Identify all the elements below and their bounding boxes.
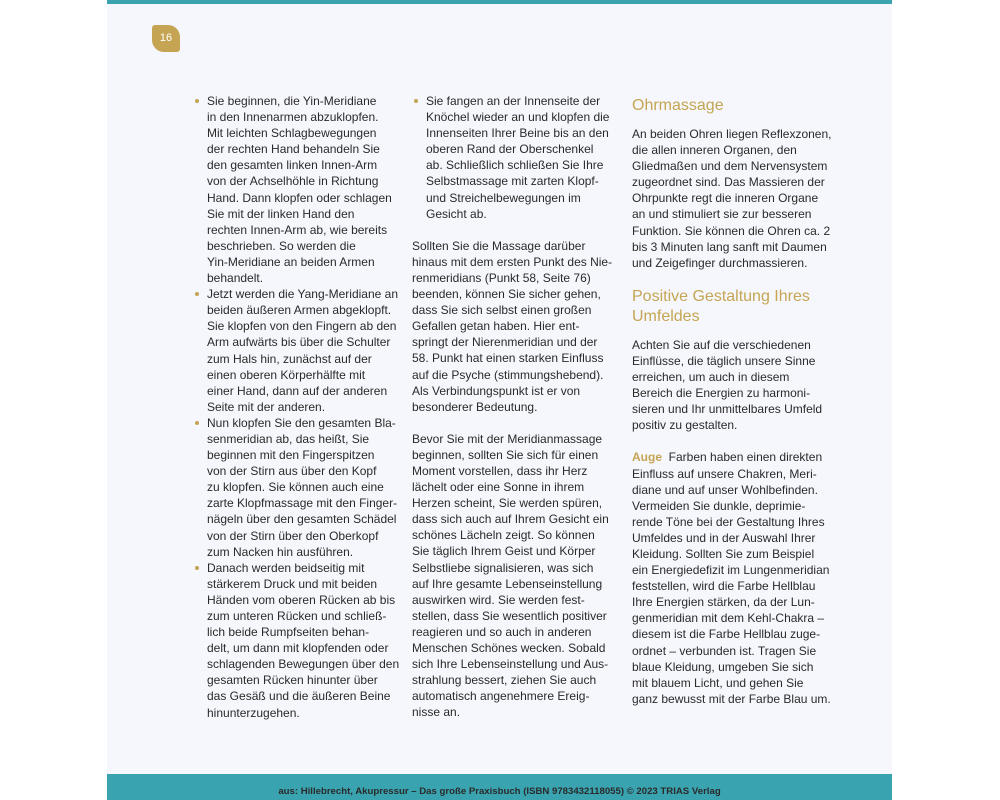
text-line: rechten Innen-Arm ab, wie bereits	[207, 222, 388, 237]
text-line: Yin-Meridiane an beiden Armen	[207, 254, 375, 269]
text-line: hinunterzugehen.	[207, 705, 300, 720]
text-line: reagieren und so auch in anderen	[412, 624, 592, 639]
bullet-item	[193, 415, 398, 560]
text-line: Gefallen getan haben. Hier ent-	[412, 319, 580, 334]
text-line: schlagenden Bewegungen über den	[207, 657, 400, 672]
text-line: diane und auf unser Wohlbefinden.	[632, 482, 818, 497]
text-line: hinaus mit dem ersten Punkt des Nie-	[412, 254, 613, 269]
text-line: delt, um dann mit klopfenden oder	[207, 641, 389, 656]
text-line: behandelt.	[207, 271, 264, 286]
text-line: beginnen mit den Fingerspitzen	[207, 448, 375, 463]
bullet-dot-icon	[195, 99, 199, 103]
text-line: Selbstmassage mit zarten Klopf-	[426, 174, 599, 189]
text-line: nägeln über den gesamten Schädel	[207, 512, 397, 527]
text-line: stärkerem Druck und mit beiden	[207, 576, 378, 591]
text-line: lächelt oder eine Sonne in ihrem	[412, 480, 585, 495]
text-line: stellen, dass Sie wesentlich positiver	[412, 608, 607, 623]
text-line: in den Innenarmen abzuklopfen.	[207, 110, 379, 125]
text-line: Kleidung. Sollten Sie zum Beispiel	[632, 546, 815, 561]
text-line: Hand. Dann klopfen oder schlagen	[207, 190, 392, 205]
text-line: Mit leichten Schlagbewegungen	[207, 126, 377, 141]
bullet-item	[193, 286, 399, 415]
text-line: Danach werden beidseitig mit	[207, 560, 365, 575]
text-line: Sie fangen an der Innenseite der	[426, 94, 601, 108]
text-line: oberen Rand der Oberschenkel	[426, 142, 594, 157]
text-line: sich Ihre Lebenseinstellung und Aus-	[412, 657, 609, 672]
text-line: zum Nacken hin ausführen.	[207, 544, 354, 559]
text-line: ganz bewusst mit der Farbe Blau um.	[632, 691, 831, 706]
text-line: gesamten Rücken hinunter über	[207, 673, 378, 688]
text-line: Nun klopfen Sie den gesamten Bla-	[207, 415, 396, 430]
text-line: mit blauem Licht, und gehen Sie	[632, 675, 804, 690]
column-2	[412, 93, 612, 720]
text-line: ab. Schließlich schließen Sie Ihre	[426, 158, 604, 173]
text-line: Arm aufwärts bis über die Schulter	[207, 335, 391, 350]
text-line: Sie beginnen, die Yin-Meridiane	[207, 94, 377, 108]
bullet-dot-icon	[195, 566, 199, 570]
text-line: besonderer Bedeutung.	[412, 399, 538, 414]
text-line: den gesamten linken Innen-Arm	[207, 158, 378, 173]
text-line: Sie täglich Ihrem Geist und Körper	[412, 544, 596, 559]
text-line: Selbstliebe signalisieren, was sich	[412, 560, 594, 575]
text-line: einer Hand, dann auf der anderen	[207, 383, 388, 398]
text-line: von der Achselhöhle in Richtung	[207, 174, 379, 189]
text-line: feststellen, wird die Farbe Hellblau	[632, 579, 816, 594]
text-line: das Gesäß und die äußeren Beine	[207, 689, 391, 704]
text-line: die allen inneren Organen, den	[632, 143, 797, 158]
column-3	[632, 96, 837, 707]
text-line: ordnet – verbunden ist. Tragen Sie	[632, 643, 817, 658]
text-line: Funktion. Sie können die Ohren ca. 2	[632, 223, 831, 238]
paragraph-auge-first-line: Farben haben einen direkten	[668, 450, 823, 465]
text-line: senmeridian ab, das heißt, Sie	[207, 431, 370, 446]
text-line: Sie klopfen von den Fingern ab den	[207, 319, 397, 334]
text-line: automatisch angenehmere Ereig-	[412, 689, 590, 704]
text-line: zugeordnet sind. Das Massieren der	[632, 175, 825, 190]
bullet-item	[193, 560, 400, 721]
text-line: und Zeigefinger durchmassieren.	[632, 255, 808, 270]
text-line: Moment vorstellen, dass ihr Herz	[412, 463, 588, 478]
text-line: erreichen, um auch in diesem	[632, 370, 790, 385]
text-line: Sie mit der linken Hand den	[207, 206, 355, 221]
text-line: der rechten Hand behandeln Sie	[207, 142, 380, 157]
text-line: Knöchel wieder an und klopfen die	[426, 110, 610, 125]
text-line: Sollten Sie die Massage darüber	[412, 238, 586, 253]
text-line: Positive Gestaltung Ihres	[632, 287, 810, 305]
text-line: Einflüsse, die täglich unsere Sinne	[632, 353, 816, 368]
bullet-item	[412, 93, 612, 222]
text-line: Vermeiden Sie dunkle, deprimie-	[632, 498, 806, 513]
text-line: Umfeldes und in der Auswahl Ihrer	[632, 530, 816, 545]
text-line: dass Sie sich selbst einen großen	[412, 303, 592, 318]
text-line: strahlung bessert, ziehen Sie auch	[412, 673, 597, 688]
text-line: auf die Psyche (stimmungshebend).	[412, 367, 604, 382]
text-line: auf Ihre gesamte Lebenseinstellung	[412, 576, 603, 591]
text-line: nisse an.	[412, 705, 461, 720]
text-line: Als Verbindungspunkt ist er von	[412, 383, 581, 398]
text-line: Ohrpunkte regt die inneren Organe	[632, 191, 819, 206]
paragraph-auge	[632, 449, 837, 707]
text-line: von der Stirn über den Oberkopf	[207, 528, 379, 543]
text-line: einen oberen Körperhälfte mit	[207, 367, 366, 382]
text-line: An beiden Ohren liegen Reflexzonen,	[632, 127, 832, 141]
bullet-dot-icon	[195, 421, 199, 425]
text-line: Gliedmaßen und dem Nervensystem	[632, 159, 828, 174]
text-line: und Streichelbewegungen im	[426, 190, 581, 205]
text-line: diesem ist die Farbe Hellblau zuge-	[632, 627, 821, 642]
text-line: beginnen, sollten Sie sich für einen	[412, 447, 599, 462]
text-line: Umfeldes	[632, 307, 700, 325]
column-1	[193, 93, 400, 721]
text-line: zum unteren Rücken und schließ-	[207, 609, 387, 623]
text-line: 58. Punkt hat einen starken Einfluss	[412, 351, 604, 366]
text-line: zu klopfen. Sie können auch eine	[207, 480, 384, 495]
text-line: ein Energiedefizit im Lungenmeridian	[632, 563, 830, 578]
text-line: rende Töne bei der Gestaltung Ihres	[632, 514, 825, 529]
text-line: sieren und Ihr unmittelbares Umfeld	[632, 402, 823, 417]
text-line: Menschen Schönes wecken. Sobald	[412, 641, 606, 655]
text-line: beiden äußeren Armen abgeklopft.	[207, 303, 392, 318]
paragraph-ohrmassage	[632, 126, 837, 271]
text-line: Innenseiten Ihrer Beine bis an den	[426, 126, 609, 141]
top-bar	[107, 0, 892, 4]
page-number: 16	[152, 25, 180, 52]
text-line: Achten Sie auf die verschiedenen	[632, 337, 811, 352]
text-line: Bereich die Energien zu harmoni-	[632, 386, 811, 401]
text-line: bis 3 Minuten lang sanft mit Daumen	[632, 239, 827, 254]
text-line: Ihre Energien stärken, da der Lun-	[632, 595, 815, 610]
text-line: Einfluss auf unsere Chakren, Meri-	[632, 466, 817, 481]
text-line: von der Stirn aus über den Kopf	[207, 464, 377, 479]
text-line: Bevor Sie mit der Meridianmassage	[412, 431, 603, 446]
text-line: Gesicht ab.	[426, 206, 487, 221]
text-line: schönes Lächeln zeigt. So können	[412, 528, 595, 543]
text-line: Seite mit der anderen.	[207, 399, 326, 414]
heading-umfeld	[632, 287, 837, 327]
book-page	[107, 0, 892, 800]
paragraph-umfeld	[632, 337, 837, 434]
text-line: renmeridians (Punkt 58, Seite 76)	[412, 270, 591, 285]
text-line: positiv zu gestalten.	[632, 418, 738, 433]
paragraph-meridianmassage	[412, 431, 612, 721]
text-line: genmeridian mit dem Kehl-Chakra –	[632, 611, 825, 626]
text-line: an und stimuliert sie zur besseren	[632, 207, 812, 222]
text-line: beschrieben. So werden die	[207, 238, 356, 253]
bullet-dot-icon	[414, 99, 418, 103]
text-line: springt der Nierenmeridian und der	[412, 335, 598, 350]
paragraph-nierenmeridian	[412, 238, 612, 415]
lead-word-auge: Auge	[632, 450, 662, 465]
text-line: Jetzt werden die Yang-Meridiane an	[207, 287, 399, 302]
text-line: zum Hals hin, zunächst auf der	[207, 351, 372, 366]
heading-ohrmassage: Ohrmassage	[632, 97, 724, 114]
bullet-dot-icon	[195, 292, 199, 296]
footer-citation: aus: Hillebrecht, Akupressur – Das große Praxisbuch (ISBN 9783432118055) © 2023 TRIAS Verlag	[107, 774, 892, 800]
text-line: beenden, können Sie sicher gehen,	[412, 287, 601, 302]
text-line: Herzen scheint, Sie werden spüren,	[412, 496, 603, 511]
bullet-item	[193, 93, 393, 286]
text-line: dass sich auch auf Ihrem Gesicht ein	[412, 512, 609, 527]
text-line: Händen vom oberen Rücken ab bis	[207, 592, 396, 607]
text-line: zarte Klopfmassage mit den Finger-	[207, 496, 398, 511]
text-line: auswirken wird. Sie werden fest-	[412, 592, 585, 607]
text-line: blaue Kleidung, umgeben Sie sich	[632, 659, 814, 674]
text-line: lich beide Rumpfseiten behan-	[207, 625, 370, 640]
